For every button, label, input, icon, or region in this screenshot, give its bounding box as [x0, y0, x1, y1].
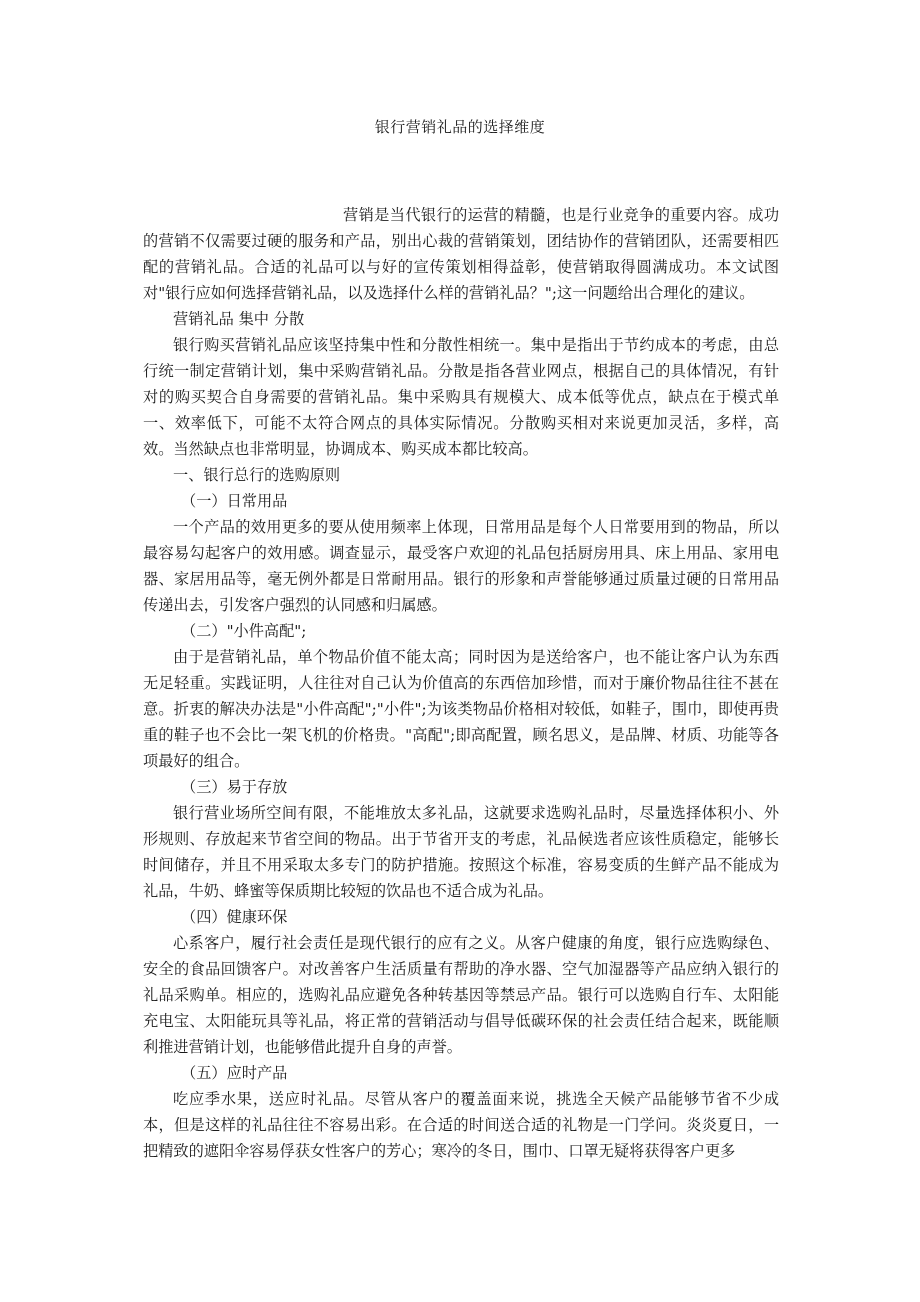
document-body	[143, 202, 779, 1164]
subsection-heading-5: （五）应时产品	[181, 1064, 288, 1082]
paragraph-seasonal: 吃应季水果，送应时礼品。尽管从客户的覆盖面来说，挑选全天候产品能够节省不少成本，但是这样的礼品往往不容易出彩。在合适的时间送合适的礼物是一门学问。炎炎夏日，一把精致的遮阳伞容易俘获女性客户的芳心；寒冷的冬日，围巾、口罩无疑将获得客户更多	[143, 1090, 779, 1160]
paragraph-small-high-spec: 由于是营销礼品，单个物品价值不能太高；同时因为是送给客户，也不能让客户认为东西无足轻重。实践证明，人往往对自己认为价值高的东西倍加珍惜，而对于廉价物品往往不甚在意。折衷的解决办法是"小件高配";"小件";为该类物品价格相对较低，如鞋子，围巾，即使再贵重的鞋子也不会比一架飞机的价格贵。"高配";即高配置，顾名思义，是品牌、材质、功能等各项最好的组合。	[143, 648, 779, 770]
paragraph-health: 心系客户，履行社会责任是现代银行的应有之义。从客户健康的角度，银行应选购绿色、安全的食品回馈客户。对改善客户生活质量有帮助的净水器、空气加湿器等产品应纳入银行的礼品采购单。相应的，选购礼品应避免各种转基因等禁忌产品。银行可以选购自行车、太阳能充电宝、太阳能玩具等礼品，将正常的营销活动与倡导低碳环保的社会责任结合起来，既能顺利推进营销计划，也能够借此提升自身的声誉。	[143, 934, 779, 1056]
subsection-heading-1: （一）日常用品	[181, 492, 288, 510]
paragraph-concentration: 银行购买营销礼品应该坚持集中性和分散性相统一。集中是指出于节约成本的考虑，由总行统一制定营销计划，集中采购营销礼品。分散是指各营业网点，根据自己的具体情况，有针对的购买契合自身需要的营销礼品。集中采购具有规模大、成本低等优点，缺点在于模式单一、效率低下，可能不太符合网点的具体实际情况。分散购买相对来说更加灵活，多样，高效。当然缺点也非常明显，协调成本、购买成本都比较高。	[143, 336, 779, 458]
paragraph-daily-goods: 一个产品的效用更多的要从使用频率上体现，日常用品是每个人日常要用到的物品，所以最容易勾起客户的效用感。调查显示，最受客户欢迎的礼品包括厨房用具、床上用品、家用电器、家居用品等，毫无例外都是日常耐用品。银行的形象和声誉能够通过质量过硬的日常用品传递出去，引发客户强烈的认同感和归属感。	[143, 518, 779, 614]
subsection-heading-4: （四）健康环保	[181, 908, 288, 926]
subsection-heading-3: （三）易于存放	[181, 778, 288, 796]
paragraph-intro: 营销是当代银行的运营的精髓，也是行业竞争的重要内容。成功的营销不仅需要过硬的服务和产品，别出心裁的营销策划，团结协作的营销团队，还需要相匹配的营销礼品。合适的礼品可以与好的宣传策划相得益彰，使营销取得圆满成功。本文试图对"银行应如何选择营销礼品，以及选择什么样的营销礼品？";这一问题给出合理化的建议。	[143, 206, 779, 302]
document-title: 银行营销礼品的选择维度	[374, 118, 546, 136]
keywords-line: 营销礼品 集中 分散	[173, 310, 305, 328]
paragraph-storage: 银行营业场所空间有限，不能堆放太多礼品，这就要求选购礼品时，尽量选择体积小、外形规则、存放起来节省空间的物品。出于节省开支的考虑，礼品候选者应该性质稳定，能够长时间储存，并且不用采取太多专门的防护措施。按照这个标准，容易变质的生鲜产品不能成为礼品，牛奶、蜂蜜等保质期比较短的饮品也不适合成为礼品。	[143, 804, 779, 900]
section-heading-1: 一、银行总行的选购原则	[173, 466, 341, 484]
subsection-heading-2: （二）"小件高配";	[181, 622, 307, 640]
